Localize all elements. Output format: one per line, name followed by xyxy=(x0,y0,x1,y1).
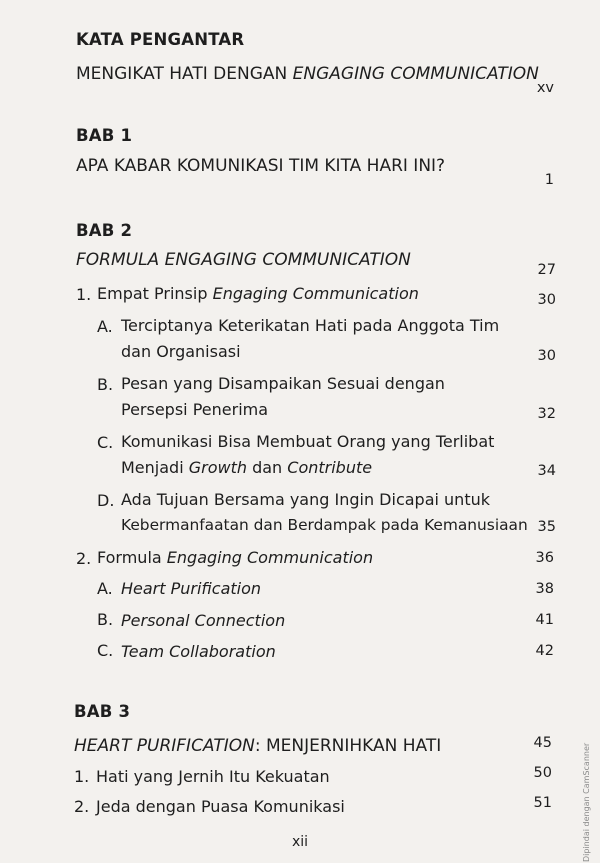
bab1-heading: BAB 1 xyxy=(76,126,133,145)
bab3-s2-page: 51 xyxy=(533,795,552,811)
bab3-title-plain: : MENJERNIHKAN HATI xyxy=(254,736,442,756)
bab2-d-line2: Kebermanfaatan dan Berdampak pada Kemanusiaan xyxy=(121,516,528,534)
bab2-s2a-label: Heart Purification xyxy=(121,579,262,598)
bab1-title: APA KABAR KOMUNIKASI TIM KITA HARI INI? xyxy=(76,156,446,176)
bab2-d-page: 35 xyxy=(537,519,556,535)
bab2-b-letter: B. xyxy=(97,375,114,394)
bab2-a-line2: dan Organisasi xyxy=(121,342,241,361)
bab2-page: 27 xyxy=(537,262,556,278)
bab2-a-page: 30 xyxy=(537,348,556,364)
bab2-s2-page: 36 xyxy=(535,550,554,566)
bab2-heading: BAB 2 xyxy=(76,221,133,240)
bab3-title-italic: HEART PURIFICATION xyxy=(74,736,255,756)
bab2-c-line2-dan: dan xyxy=(247,458,288,477)
bab2-b-line2: Persepsi Penerima xyxy=(121,400,269,419)
kata-pengantar-title xyxy=(76,64,539,84)
bab3-s1-label: Hati yang Jernih Itu Kekuatan xyxy=(96,767,330,786)
bab3-title xyxy=(74,736,441,756)
bab2-s2b-page: 41 xyxy=(535,612,554,628)
bab1-page: 1 xyxy=(544,172,554,188)
bab2-s1-page: 30 xyxy=(537,292,556,308)
bab2-d-letter: D. xyxy=(97,491,115,510)
kata-pengantar-title-plain: MENGIKAT HATI DENGAN xyxy=(76,64,293,84)
bab2-s1-label-plain: Empat Prinsip xyxy=(97,284,213,303)
bab2-c-letter: C. xyxy=(97,433,114,452)
bab3-page: 45 xyxy=(533,735,552,751)
bab3-s2-number: 2. xyxy=(74,797,90,816)
bab2-s1-label-italic: Engaging Communication xyxy=(212,284,419,303)
bab2-title: FORMULA ENGAGING COMMUNICATION xyxy=(76,250,411,270)
bab2-b-line1: Pesan yang Disampaikan Sesuai dengan xyxy=(121,374,445,393)
bab2-s2c-letter: C. xyxy=(97,641,114,660)
bab3-heading: BAB 3 xyxy=(74,702,131,721)
bab2-b-page: 32 xyxy=(537,406,556,422)
scanner-watermark: Dipindai dengan CamScanner xyxy=(582,742,591,862)
bab3-s1-number: 1. xyxy=(74,767,90,786)
bab2-a-letter: A. xyxy=(97,317,113,336)
bab2-s2b-label: Personal Connection xyxy=(121,611,286,630)
kata-pengantar-title-italic: ENGAGING COMMUNICATION xyxy=(292,64,539,84)
bab2-s2a-letter: A. xyxy=(97,579,113,598)
bab2-s1-number: 1. xyxy=(76,285,92,304)
bab2-s1-label xyxy=(97,284,419,303)
bab2-c-page: 34 xyxy=(537,463,556,479)
bab2-s2c-label: Team Collaboration xyxy=(121,642,276,661)
bab2-s2a-page: 38 xyxy=(535,581,554,597)
kata-pengantar-heading: KATA PENGANTAR xyxy=(76,30,245,49)
bab2-s2c-page: 42 xyxy=(535,643,554,659)
kata-pengantar-page: xv xyxy=(536,80,554,96)
bab3-s2-label: Jeda dengan Puasa Komunikasi xyxy=(96,797,345,816)
bab2-s2b-letter: B. xyxy=(97,610,114,629)
bab2-c-line2-growth: Growth xyxy=(188,458,247,477)
bab2-c-line2-a: Menjadi xyxy=(121,458,189,477)
bab2-c-line2 xyxy=(121,458,372,477)
bab2-s2-label-italic: Engaging Communication xyxy=(166,548,374,567)
bab2-c-line1: Komunikasi Bisa Membuat Orang yang Terlibat xyxy=(121,432,495,451)
page-number: xii xyxy=(291,834,309,850)
bab3-s1-page: 50 xyxy=(533,765,552,781)
bab2-d-line1: Ada Tujuan Bersama yang Ingin Dicapai untuk xyxy=(121,490,490,509)
bab2-s2-number: 2. xyxy=(76,549,92,568)
bab2-a-line1: Terciptanya Keterikatan Hati pada Anggota Tim xyxy=(121,316,500,335)
bab2-c-line2-contribute: Contribute xyxy=(287,458,373,477)
bab2-s2-label xyxy=(97,548,373,567)
bab2-s2-label-plain: Formula xyxy=(97,548,167,567)
